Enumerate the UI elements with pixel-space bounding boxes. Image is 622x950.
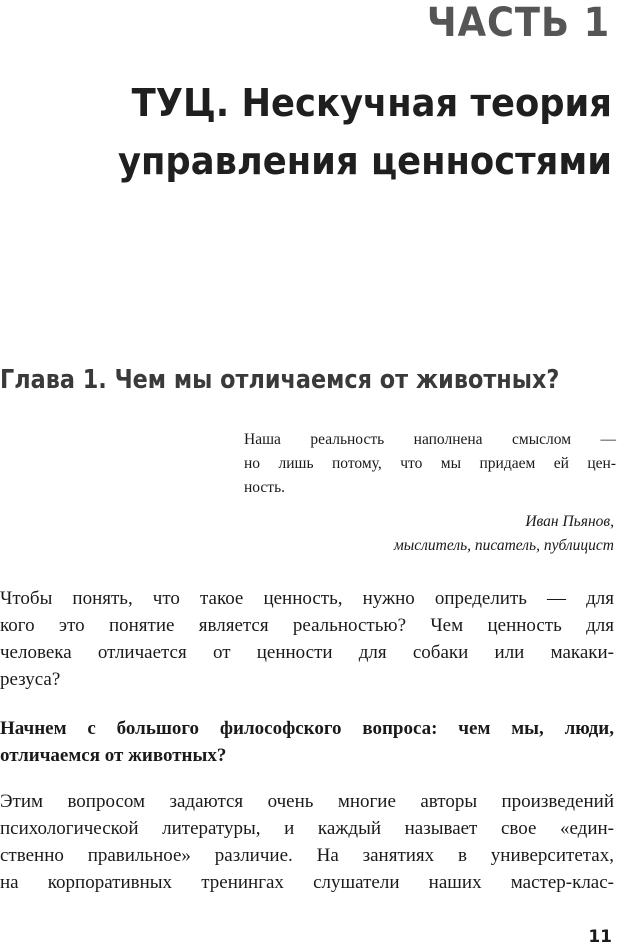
epigraph-line: Наша реальность наполнена смыслом — <box>244 431 616 448</box>
paragraph-line: Начнем с большого философского вопроса: чем мы, люди, <box>0 718 614 739</box>
part-label: ЧАСТЬ 1 <box>426 0 610 46</box>
epigraph-line: ность. <box>244 479 286 496</box>
paragraph-line: Этим вопросом задаются очень многие авторы произведений <box>0 791 614 812</box>
epigraph-author-role: мыслитель, писатель, публицист <box>393 537 614 554</box>
chapter-title: Глава 1. Чем мы отличаемся от животных? <box>0 365 560 395</box>
body-paragraph <box>0 788 614 896</box>
epigraph-author: Иван Пьянов, <box>525 513 614 530</box>
paragraph-line: ственно правильное» различие. На занятиях в университетах, <box>0 845 614 866</box>
epigraph-attribution <box>214 510 614 558</box>
part-title-line: управления ценностями <box>117 139 612 183</box>
part-title <box>54 74 612 190</box>
page-number: 11 <box>588 927 612 947</box>
part-title-line: ТУЦ. Нескучная теория <box>131 81 613 125</box>
epigraph <box>244 428 616 500</box>
paragraph-line: Чтобы понять, что такое ценность, нужно определить — для <box>0 588 614 609</box>
paragraph-line: на корпоративных тренингах слушатели наших мастер-клас- <box>0 872 614 893</box>
paragraph-line: психологической литературы, и каждый называет свое «един- <box>0 818 614 839</box>
epigraph-line: но лишь потому, что мы придаем ей цен- <box>244 455 616 472</box>
paragraph-line: человека отличается от ценности для собаки или макаки- <box>0 642 614 663</box>
paragraph-line: отличаемся от животных? <box>0 745 227 766</box>
bold-question-paragraph <box>0 715 614 769</box>
paragraph-line: резуса? <box>0 669 61 690</box>
paragraph-line: кого это понятие является реальностью? Чем ценность для <box>0 615 614 636</box>
body-paragraph <box>0 585 614 693</box>
